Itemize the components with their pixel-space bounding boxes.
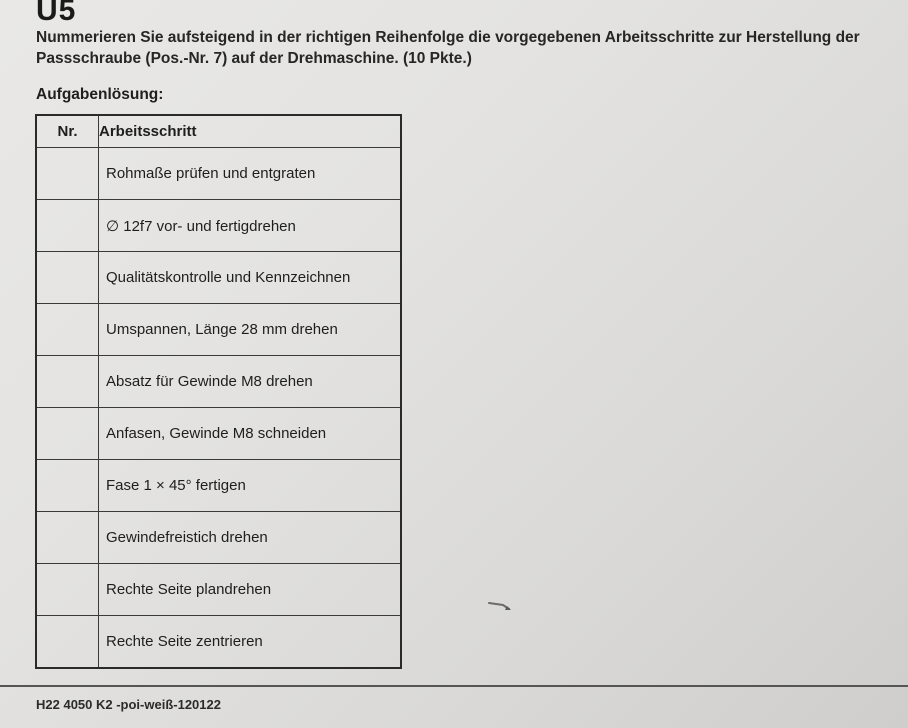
table-row: [36, 252, 401, 304]
nr-input-cell[interactable]: [36, 304, 99, 356]
table-row: [36, 356, 401, 408]
step-cell: [99, 200, 402, 252]
nr-input-cell[interactable]: [36, 616, 99, 669]
step-text: Umspannen, Länge 28 mm drehen: [106, 321, 338, 338]
table-row: [36, 148, 401, 200]
nr-input-cell[interactable]: [36, 356, 99, 408]
step-text: Absatz für Gewinde M8 drehen: [106, 373, 313, 390]
step-text: ∅ 12f7 vor- und fertigdrehen: [106, 217, 296, 235]
step-text: Rohmaße prüfen und entgraten: [106, 165, 316, 182]
nr-input-cell[interactable]: [36, 252, 99, 304]
step-cell: [99, 512, 402, 564]
footer-divider: [0, 685, 908, 687]
step-text: Qualitätskontrolle und Kennzeichnen: [106, 269, 351, 286]
task-instruction: [36, 27, 896, 69]
nr-input-cell[interactable]: [36, 200, 99, 252]
step-cell: [99, 356, 402, 408]
step-cell: [99, 564, 402, 616]
step-text: Fase 1 × 45° fertigen: [106, 477, 246, 494]
step-text: Gewindefreistich drehen: [106, 529, 268, 546]
pen-mark-icon: [487, 600, 513, 612]
table-row: [36, 460, 401, 512]
table-header-row: [36, 115, 401, 148]
table-row: [36, 512, 401, 564]
header-step: Arbeitsschritt: [99, 115, 402, 148]
step-text: Rechte Seite plandrehen: [106, 581, 272, 598]
instruction-line: Nummerieren Sie aufsteigend in der richtigen Reihenfolge die vorgegebenen Arbeitsschritte zur Herstellung der: [36, 29, 860, 46]
nr-input-cell[interactable]: [36, 408, 99, 460]
nr-input-cell[interactable]: [36, 512, 99, 564]
step-cell: [99, 460, 402, 512]
step-cell: [99, 616, 402, 669]
header-nr: Nr.: [36, 115, 99, 148]
step-cell: [99, 252, 402, 304]
instruction-line: Passschraube (Pos.-Nr. 7) auf der Drehmaschine. (10 Pkte.): [36, 50, 472, 67]
step-text: Anfasen, Gewinde M8 schneiden: [106, 425, 327, 442]
nr-input-cell[interactable]: [36, 148, 99, 200]
table-row: [36, 304, 401, 356]
step-cell: [99, 304, 402, 356]
solution-label: Aufgabenlösung:: [36, 86, 164, 103]
work-steps-table: [35, 114, 402, 669]
step-cell: [99, 148, 402, 200]
nr-input-cell[interactable]: [36, 564, 99, 616]
nr-input-cell[interactable]: [36, 460, 99, 512]
step-text: Rechte Seite zentrieren: [106, 633, 263, 650]
table-row: [36, 408, 401, 460]
document-code: H22 4050 K2 -poi-weiß-120122: [36, 697, 221, 712]
table-row: [36, 200, 401, 252]
task-number: U5: [36, 0, 77, 27]
table-row: [36, 616, 401, 669]
table-row: [36, 564, 401, 616]
step-cell: [99, 408, 402, 460]
